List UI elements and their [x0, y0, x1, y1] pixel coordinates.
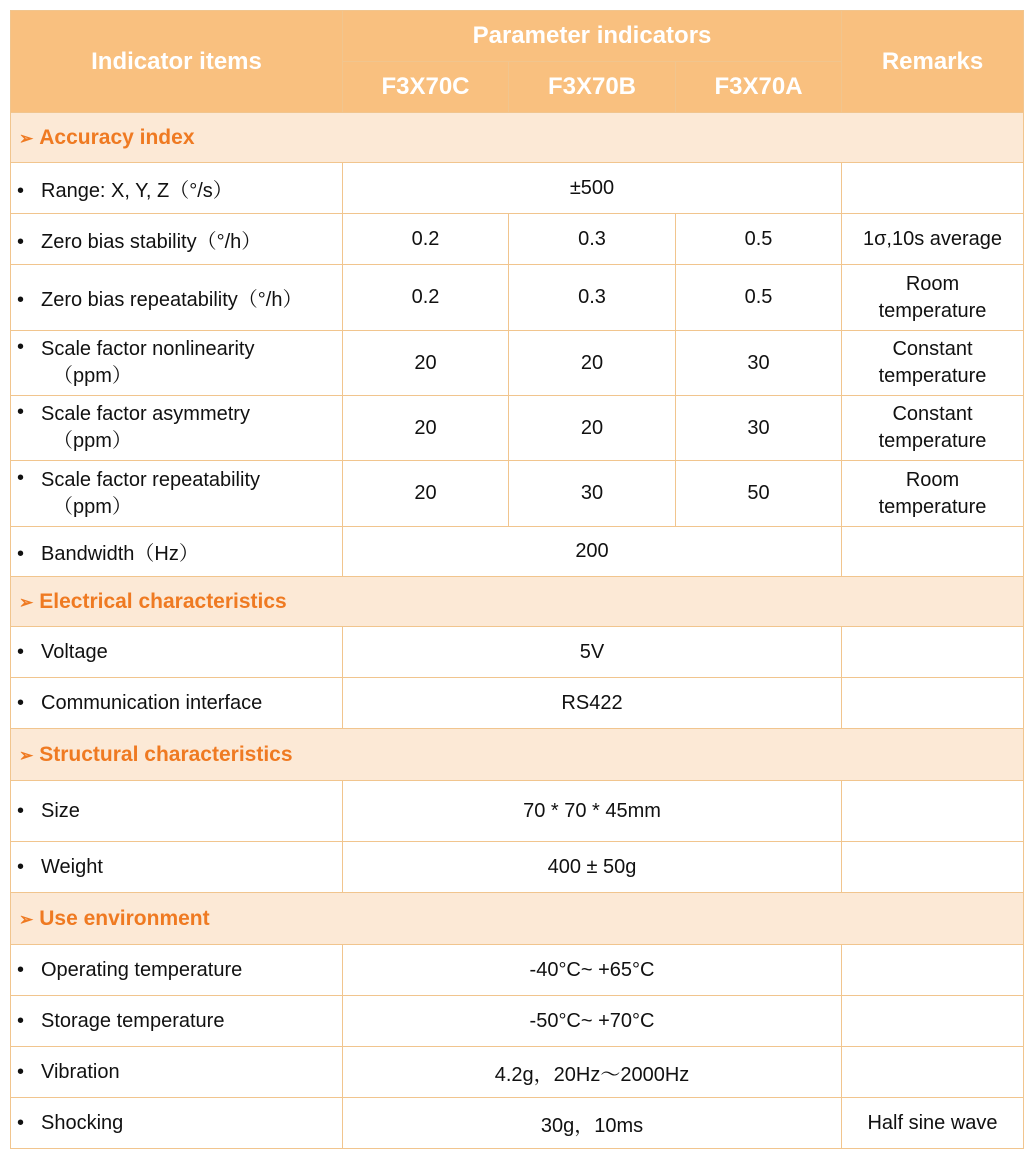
- table-row: [11, 214, 1024, 265]
- spec-table-container: [10, 10, 1023, 1149]
- remark-cell: [842, 842, 1024, 893]
- item-label: Voltage: [41, 640, 108, 663]
- value-cell-b: 20: [509, 331, 676, 396]
- value-cell: 70 * 70 * 45mm: [343, 781, 842, 842]
- table-row: [11, 396, 1024, 461]
- table-row: [11, 1098, 1024, 1149]
- value-cell-c: 20: [343, 396, 509, 461]
- item-cell: [11, 163, 343, 214]
- remark-cell: [842, 1047, 1024, 1098]
- remark-cell: [842, 678, 1024, 729]
- table-row: [11, 461, 1024, 527]
- remark-line: Room: [905, 468, 960, 491]
- item-cell: [11, 842, 343, 893]
- bullet-icon: •: [17, 543, 25, 565]
- value-cell-b: 0.3: [509, 265, 676, 331]
- item-cell: [11, 1098, 343, 1149]
- section-title: Accuracy index: [39, 125, 195, 149]
- bullet-icon: •: [17, 336, 25, 358]
- item-cell: [11, 945, 343, 996]
- section-electrical: [11, 577, 1024, 627]
- item-cell: [11, 396, 343, 461]
- remark-cell: [842, 945, 1024, 996]
- section-accuracy: [11, 113, 1024, 163]
- item-cell: [11, 1047, 343, 1098]
- remark-line: temperature: [878, 299, 987, 322]
- item-label: Scale factor nonlinearity: [41, 338, 255, 360]
- table-row: [11, 265, 1024, 331]
- item-label: Size: [41, 799, 80, 822]
- item-unit: （ppm）: [53, 365, 132, 387]
- value-cell-c: 0.2: [343, 214, 509, 265]
- table-row: [11, 163, 1024, 214]
- value-cell: 200: [343, 527, 842, 577]
- section-structural: [11, 729, 1024, 781]
- item-label: Communication interface: [41, 691, 263, 714]
- item-label: Shocking: [41, 1111, 124, 1134]
- value-cell-c: 20: [343, 461, 509, 527]
- remark-cell: [842, 331, 1024, 396]
- value-cell: 30g，10ms: [343, 1098, 842, 1149]
- value-cell: 400 ± 50g: [343, 842, 842, 893]
- remark-line: Constant: [892, 403, 973, 425]
- value-cell-a: 50: [676, 461, 842, 527]
- item-label: Scale factor asymmetry: [41, 403, 250, 425]
- table-row: [11, 331, 1024, 396]
- bullet-icon: •: [17, 1060, 25, 1083]
- remark-cell: [842, 396, 1024, 461]
- header-remarks: Remarks: [842, 11, 1024, 113]
- item-label: Range: X, Y, Z（°/s）: [41, 179, 233, 202]
- table-row: [11, 678, 1024, 729]
- header-model-a: F3X70A: [676, 62, 842, 113]
- remark-cell: [842, 527, 1024, 577]
- value-cell: ±500: [343, 163, 842, 214]
- item-label: Weight: [41, 855, 103, 878]
- item-label: Operating temperature: [41, 958, 243, 981]
- bullet-icon: •: [17, 401, 25, 423]
- remark-cell: [842, 163, 1024, 214]
- bullet-icon: •: [17, 799, 25, 822]
- section-title: Use environment: [39, 906, 210, 930]
- item-cell: [11, 996, 343, 1047]
- table-row: [11, 781, 1024, 842]
- section-environment: [11, 893, 1024, 945]
- table-row: [11, 527, 1024, 577]
- arrow-icon: ➢: [19, 745, 34, 765]
- value-cell: 4.2g，20Hz～2000Hz: [343, 1047, 842, 1098]
- item-label: Vibration: [41, 1060, 120, 1083]
- remark-line: temperature: [878, 365, 987, 387]
- item-cell: [11, 678, 343, 729]
- remark-cell: [842, 461, 1024, 527]
- value-cell-b: 20: [509, 396, 676, 461]
- value-cell-a: 30: [676, 331, 842, 396]
- bullet-icon: •: [17, 1111, 25, 1134]
- remark-cell: [842, 265, 1024, 331]
- header-row-1: [11, 11, 1024, 62]
- arrow-icon: ➢: [19, 128, 34, 148]
- value-cell: RS422: [343, 678, 842, 729]
- section-title: Electrical characteristics: [39, 589, 287, 613]
- bullet-icon: •: [17, 691, 25, 714]
- remark-cell: 1σ,10s average: [842, 214, 1024, 265]
- item-cell: [11, 214, 343, 265]
- arrow-icon: ➢: [19, 592, 34, 612]
- header-indicator-items: Indicator items: [11, 11, 343, 113]
- table-row: [11, 842, 1024, 893]
- item-label: Zero bias stability（°/h）: [41, 230, 262, 253]
- item-unit: （ppm）: [53, 430, 132, 452]
- value-cell-a: 0.5: [676, 214, 842, 265]
- table-row: [11, 945, 1024, 996]
- bullet-icon: •: [17, 179, 25, 202]
- header-model-b: F3X70B: [509, 62, 676, 113]
- table-row: [11, 1047, 1024, 1098]
- remark-line: Constant: [892, 338, 973, 360]
- remark-cell: [842, 781, 1024, 842]
- item-cell: [11, 781, 343, 842]
- item-cell: [11, 627, 343, 678]
- item-label: Bandwidth（Hz）: [41, 543, 199, 565]
- item-cell: [11, 265, 343, 331]
- section-row: [11, 113, 1024, 163]
- section-row: [11, 729, 1024, 781]
- bullet-icon: •: [17, 466, 25, 489]
- value-cell-c: 20: [343, 331, 509, 396]
- value-cell-c: 0.2: [343, 265, 509, 331]
- value-cell-a: 0.5: [676, 265, 842, 331]
- section-row: [11, 577, 1024, 627]
- bullet-icon: •: [17, 855, 25, 878]
- item-label: Storage temperature: [41, 1009, 225, 1032]
- table-row: [11, 996, 1024, 1047]
- table-row: [11, 627, 1024, 678]
- bullet-icon: •: [17, 230, 25, 253]
- value-cell-b: 0.3: [509, 214, 676, 265]
- section-title: Structural characteristics: [39, 742, 293, 766]
- item-cell: [11, 527, 343, 577]
- item-unit: （ppm）: [53, 495, 132, 518]
- item-cell: [11, 461, 343, 527]
- remark-line: temperature: [878, 495, 987, 518]
- remark-cell: [842, 627, 1024, 678]
- value-cell-b: 30: [509, 461, 676, 527]
- section-row: [11, 893, 1024, 945]
- item-cell: [11, 331, 343, 396]
- item-label: Zero bias repeatability（°/h）: [41, 289, 303, 311]
- arrow-icon: ➢: [19, 909, 34, 929]
- header-parameter-indicators: Parameter indicators: [343, 11, 842, 62]
- remark-cell: [842, 996, 1024, 1047]
- bullet-icon: •: [17, 289, 25, 311]
- bullet-icon: •: [17, 1009, 25, 1032]
- header-model-c: F3X70C: [343, 62, 509, 113]
- value-cell: -40°C~ +65°C: [343, 945, 842, 996]
- bullet-icon: •: [17, 640, 25, 663]
- item-label: Scale factor repeatability: [41, 468, 261, 491]
- spec-table: [10, 10, 1024, 1149]
- bullet-icon: •: [17, 958, 25, 981]
- value-cell-a: 30: [676, 396, 842, 461]
- value-cell: -50°C~ +70°C: [343, 996, 842, 1047]
- remark-line: Room: [905, 272, 960, 295]
- remark-cell: Half sine wave: [842, 1098, 1024, 1149]
- value-cell: 5V: [343, 627, 842, 678]
- remark-line: temperature: [878, 430, 987, 452]
